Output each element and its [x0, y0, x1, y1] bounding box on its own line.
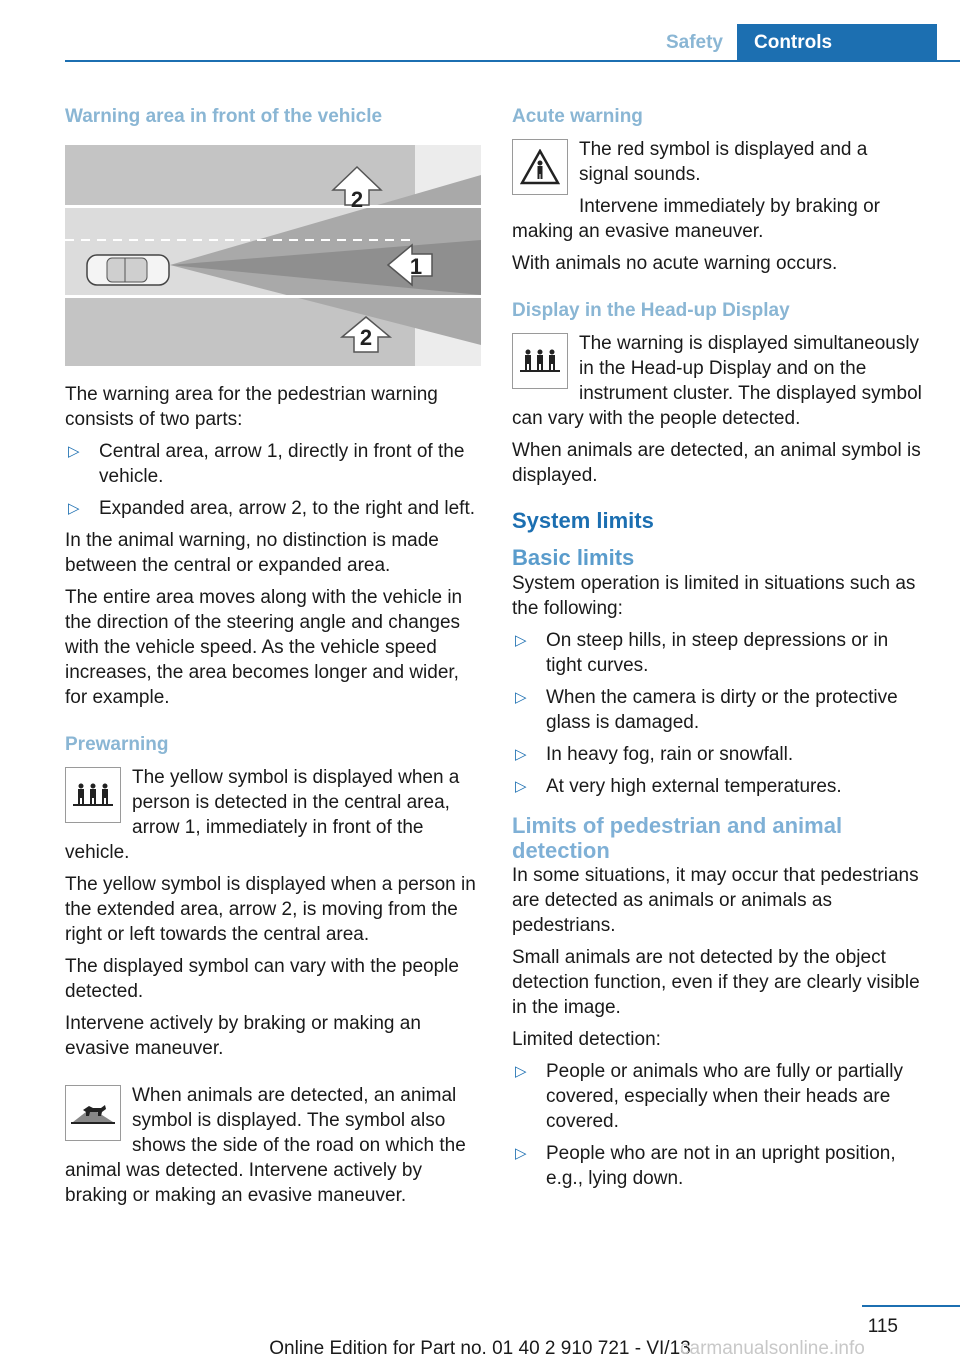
edition-footer: Online Edition for Part no. 01 40 2 910 721 - VI/13 — [269, 1338, 691, 1359]
animal-warning-icon — [65, 1085, 121, 1141]
limited-detection-label: Limited detection: — [512, 1029, 661, 1050]
warning-area-list — [65, 439, 481, 521]
area-moves-text: The entire area moves along with the vehicle in the direction of the steering angle and changes with the vehicle speed. As the vehicle speed increases, the area becomes longer and wider, for example. — [65, 587, 463, 708]
prewarning-block — [65, 765, 481, 865]
hud-text-1: The warning is displayed simultaneously in the Head-up Display and on the instrument cluster. The displayed symbol can vary with the people detected. — [512, 333, 922, 429]
hud-block — [512, 331, 922, 431]
triangle-bullet-icon: ▷ — [515, 1063, 527, 1080]
tab-safety[interactable]: Safety — [640, 24, 737, 62]
triangle-bullet-icon: ▷ — [68, 443, 80, 460]
diagram-label-1: 1 — [409, 254, 423, 279]
heading-basic-limits: Basic limits — [512, 545, 635, 570]
basic-limits-list — [512, 628, 922, 799]
heading-prewarning: Prewarning — [65, 734, 169, 755]
acute-text-2: Intervene immediately by braking or making an evasive maneuver. — [512, 196, 880, 242]
list-item: ▷ Central area, arrow 1, directly in front of the vehicle. — [68, 441, 465, 487]
heading-system-limits: System limits — [512, 508, 654, 533]
pedestrian-group-icon — [512, 333, 568, 389]
acute-text-3: With animals no acute warning occurs. — [512, 253, 838, 274]
animal-warning-text: In the animal warning, no distinction is made between the central or expanded area. — [65, 530, 439, 576]
hud-text-2: When animals are detected, an animal symbol is displayed. — [512, 440, 921, 486]
tab-controls[interactable]: Controls — [737, 24, 937, 62]
header-tabs — [640, 24, 937, 62]
heading-hud: Display in the Head-up Display — [512, 300, 790, 321]
red-pedestrian-triangle-icon — [512, 139, 568, 195]
list-item: ▷ At very high external temperatures. — [515, 776, 842, 797]
diagram-label-2-top: 2 — [350, 187, 364, 212]
footer-rule — [862, 1305, 960, 1307]
limits-text-2: Small animals are not detected by the object detection function, even if they are clearly visible in the image. — [512, 947, 920, 1018]
list-item: ▷ On steep hills, in steep depressions or in tight curves. — [515, 630, 889, 676]
list-item: ▷ In heavy fog, rain or snowfall. — [515, 744, 794, 765]
prewarning-text-4: Intervene actively by braking or making an evasive maneuver. — [65, 1013, 421, 1059]
heading-acute-warning: Acute warning — [512, 106, 643, 127]
prewarning-text-2: The yellow symbol is displayed when a person in the extended area, arrow 2, is moving from the right or left towards the central area. — [65, 874, 476, 945]
prewarning-text-3: The displayed symbol can vary with the people detected. — [65, 956, 459, 1002]
basic-limits-text: System operation is limited in situations such as the following: — [512, 573, 916, 619]
animal-symbol-text: When animals are detected, an animal symbol is displayed. The symbol also shows the side of the road on which the animal was detected. Intervene actively by braking or making an evasive maneuver. — [65, 1085, 466, 1206]
page-number: 115 — [867, 1316, 898, 1337]
right-column — [512, 100, 922, 1198]
list-item: ▷ Expanded area, arrow 2, to the right and left. — [68, 498, 476, 519]
animal-symbol-block — [65, 1083, 481, 1208]
triangle-bullet-icon: ▷ — [515, 778, 527, 795]
warning-area-diagram — [65, 145, 481, 366]
acute-warning-block — [512, 137, 922, 244]
diagram-label-2-bottom: 2 — [359, 325, 373, 350]
left-column — [65, 100, 481, 1215]
heading-warning-area: Warning area in front of the vehicle — [65, 106, 383, 127]
limits-text-1: In some situations, it may occur that pedestrians are detected as animals or animals as pedestrians. — [512, 865, 919, 936]
list-item: ▷ People who are not in an upright position, e.g., lying down. — [515, 1143, 896, 1189]
prewarning-text-1: The yellow symbol is displayed when a person is detected in the central area, arrow 1, immediately in front of the vehicle. — [65, 767, 460, 863]
list-item: ▷ People or animals who are fully or partially covered, especially when their heads are covered. — [515, 1061, 903, 1132]
warning-area-intro: The warning area for the pedestrian warning consists of two parts: — [65, 384, 438, 430]
list-item: ▷ When the camera is dirty or the protective glass is damaged. — [515, 687, 898, 733]
watermark: carmanualsonline.info — [680, 1338, 865, 1359]
triangle-bullet-icon: ▷ — [515, 746, 527, 763]
header-rule — [65, 60, 960, 62]
triangle-bullet-icon: ▷ — [515, 632, 527, 649]
triangle-bullet-icon: ▷ — [515, 689, 527, 706]
car-icon — [87, 255, 169, 285]
heading-limits-detection: Limits of pedestrian and animal detection — [512, 813, 843, 863]
acute-text-1: The red symbol is displayed and a signal sounds. — [579, 139, 868, 185]
triangle-bullet-icon: ▷ — [515, 1145, 527, 1162]
triangle-bullet-icon: ▷ — [68, 500, 80, 517]
pedestrian-warning-icon — [65, 767, 121, 823]
limited-detection-list — [512, 1059, 922, 1191]
